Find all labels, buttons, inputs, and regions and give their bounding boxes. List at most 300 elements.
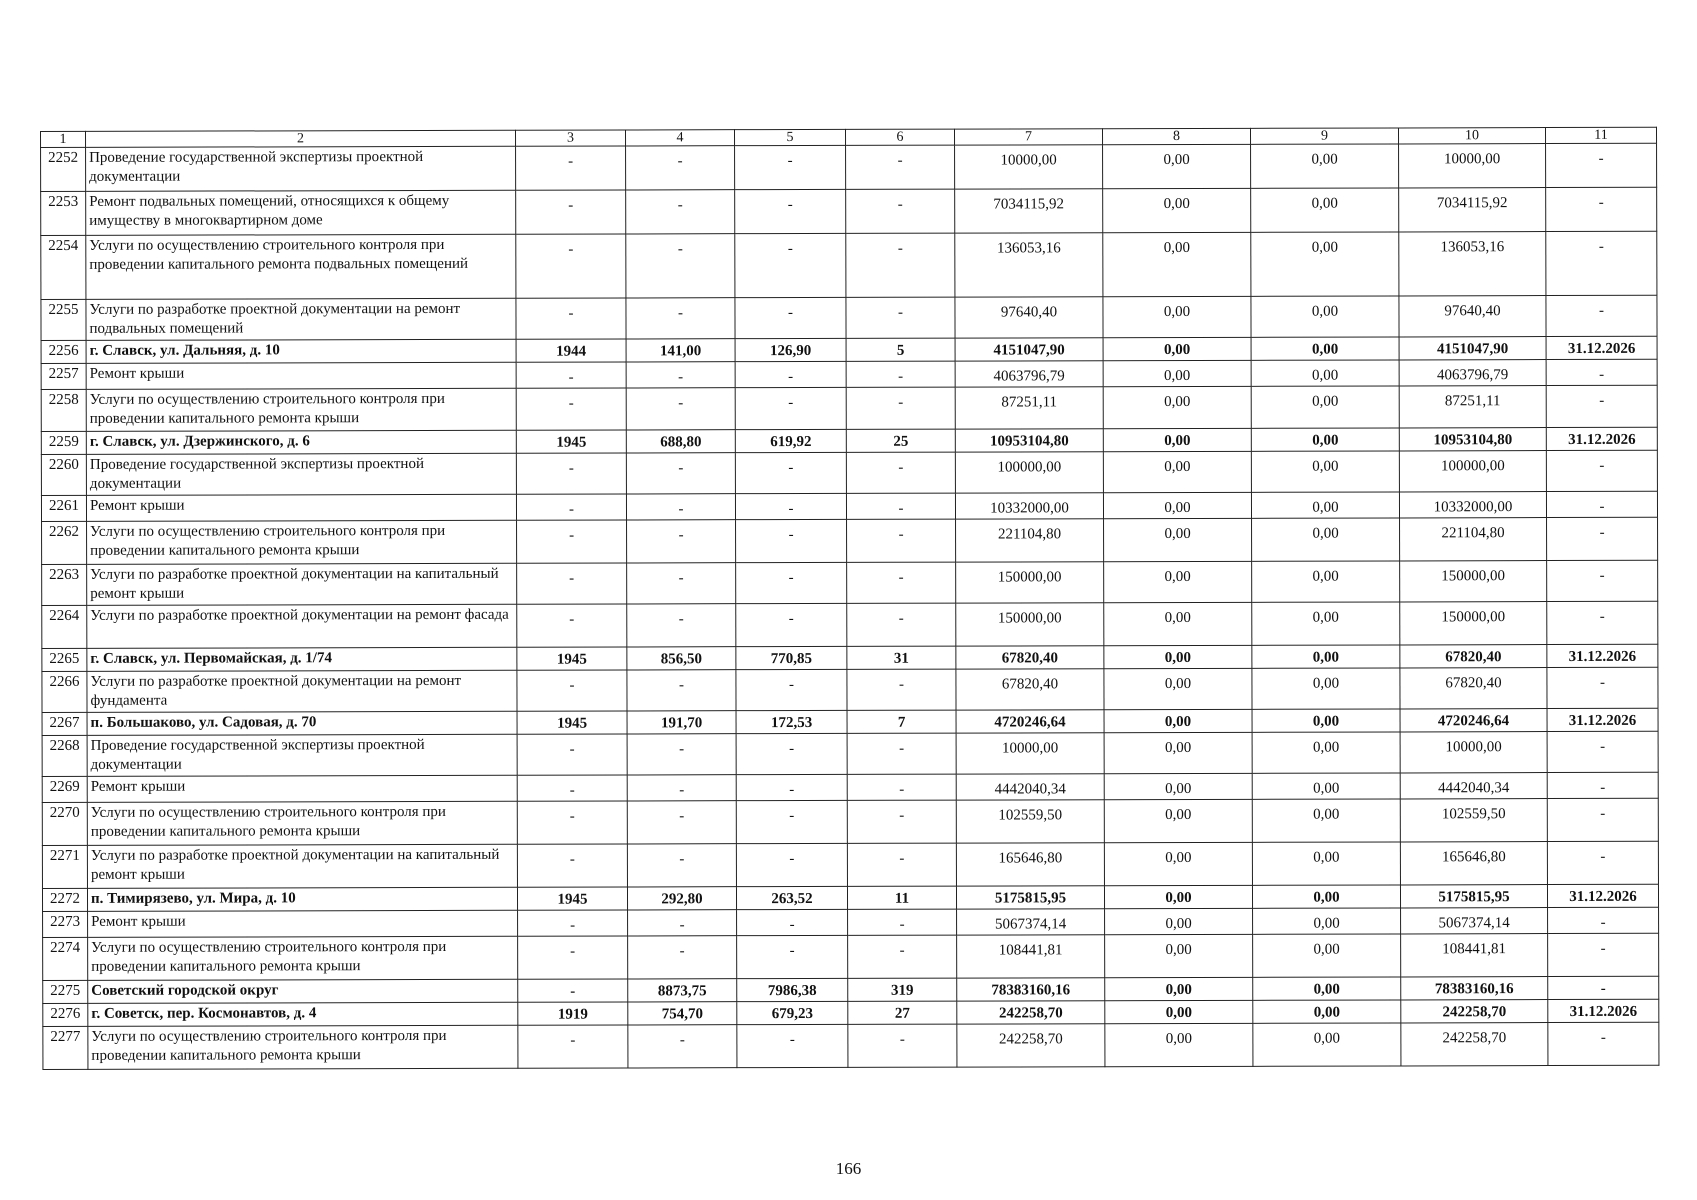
cost-col-9-cell: 0,00 xyxy=(1251,296,1399,337)
cost-col-9-cell: 0,00 xyxy=(1252,709,1400,732)
build-year-cell: - xyxy=(516,388,626,430)
residents-cell: 31 xyxy=(847,646,956,669)
row-number-cell: 2259 xyxy=(41,431,86,454)
residents-cell: - xyxy=(847,519,956,562)
residents-cell: - xyxy=(848,1024,957,1067)
total-cost-cell: 10000,00 xyxy=(955,145,1103,189)
completion-date-cell: - xyxy=(1546,385,1657,427)
total-area-cell: - xyxy=(627,801,736,844)
living-area-cell: 770,85 xyxy=(736,646,847,669)
row-number-cell: 2254 xyxy=(41,235,86,299)
row-number-cell: 2272 xyxy=(42,888,87,911)
living-area-cell: - xyxy=(736,669,847,710)
living-area-cell: - xyxy=(737,909,848,935)
description-cell: Услуги по разработке проектной документации на капитальный ремонт крыши xyxy=(87,844,517,888)
residents-cell: - xyxy=(846,387,955,429)
cost-col-10-cell: 150000,00 xyxy=(1400,602,1547,645)
cost-col-10-cell: 5175815,95 xyxy=(1400,885,1547,908)
completion-date-cell: 31.12.2026 xyxy=(1546,427,1657,450)
completion-date-cell: - xyxy=(1546,231,1657,295)
cost-col-9-cell: 0,00 xyxy=(1253,1023,1401,1066)
cost-col-8-cell: 0,00 xyxy=(1104,799,1252,842)
cost-col-8-cell: 0,00 xyxy=(1103,296,1251,337)
work-row xyxy=(41,143,1657,191)
description-cell: Услуги по осуществлению строительного контроля при проведении капитального ремонта крыши xyxy=(87,520,517,564)
completion-date-cell: - xyxy=(1546,491,1657,517)
completion-date-cell: - xyxy=(1548,907,1659,933)
cost-col-8-cell: 0,00 xyxy=(1104,645,1252,668)
cost-col-10-cell: 102559,50 xyxy=(1400,799,1547,842)
living-area-cell: - xyxy=(736,519,847,562)
total-cost-cell: 242258,70 xyxy=(957,1024,1105,1067)
cost-col-8-cell: 0,00 xyxy=(1105,934,1253,977)
build-year-cell: - xyxy=(517,844,627,887)
total-cost-cell: 165646,80 xyxy=(956,843,1104,886)
living-area-cell: 679,23 xyxy=(737,1001,848,1024)
build-year-cell: - xyxy=(517,520,627,563)
residents-cell: 5 xyxy=(846,338,955,361)
total-area-cell: 754,70 xyxy=(628,1002,737,1025)
column-number: 7 xyxy=(954,129,1102,145)
cost-col-10-cell: 10332000,00 xyxy=(1399,492,1546,518)
residents-cell: - xyxy=(847,774,956,800)
living-area-cell: - xyxy=(735,387,846,429)
living-area-cell: - xyxy=(736,733,847,774)
living-area-cell: 172,53 xyxy=(736,710,847,733)
total-area-cell: - xyxy=(626,494,735,520)
completion-date-cell: - xyxy=(1546,143,1657,187)
build-year-cell: - xyxy=(516,234,626,298)
total-area-cell: - xyxy=(626,190,735,234)
completion-date-cell: - xyxy=(1547,667,1658,708)
completion-date-cell: 31.12.2026 xyxy=(1547,708,1658,731)
description-cell: п. Большаково, ул. Садовая, д. 70 xyxy=(87,711,517,735)
total-cost-cell: 10332000,00 xyxy=(955,493,1103,519)
residents-cell: 11 xyxy=(847,886,956,909)
total-area-cell: - xyxy=(628,936,737,979)
living-area-cell: - xyxy=(735,493,846,519)
cost-col-8-cell: 0,00 xyxy=(1104,773,1252,799)
residents-cell: - xyxy=(846,493,955,519)
cost-col-8-cell: 0,00 xyxy=(1104,668,1252,709)
build-year-cell: - xyxy=(517,775,627,801)
total-area-cell: - xyxy=(628,1025,737,1068)
completion-date-cell: - xyxy=(1548,976,1659,999)
work-row xyxy=(42,798,1658,845)
residents-cell: - xyxy=(847,733,956,774)
living-area-cell: 126,90 xyxy=(735,338,846,361)
row-number-cell: 2260 xyxy=(41,454,86,495)
cost-col-9-cell: 0,00 xyxy=(1251,337,1399,360)
completion-date-cell: - xyxy=(1547,601,1658,644)
build-year-cell: 1944 xyxy=(516,339,626,362)
total-area-cell: - xyxy=(627,604,736,647)
total-cost-cell: 5067374,14 xyxy=(957,909,1105,935)
living-area-cell: - xyxy=(737,935,848,978)
description-cell: Ремонт крыши xyxy=(86,362,516,389)
build-year-cell: 1945 xyxy=(517,647,627,670)
completion-date-cell: - xyxy=(1548,1022,1659,1065)
completion-date-cell: 31.12.2026 xyxy=(1548,999,1659,1022)
description-cell: Проведение государственной экспертизы проектной документации xyxy=(86,453,516,495)
cost-col-9-cell: 0,00 xyxy=(1252,885,1400,908)
total-cost-cell: 10000,00 xyxy=(956,733,1104,774)
cost-col-8-cell: 0,00 xyxy=(1104,732,1252,773)
column-number: 10 xyxy=(1398,128,1545,144)
cost-col-10-cell: 7034115,92 xyxy=(1399,188,1546,232)
total-cost-cell: 100000,00 xyxy=(955,452,1103,493)
completion-date-cell: - xyxy=(1547,731,1658,772)
description-cell: г. Славск, ул. Первомайская, д. 1/74 xyxy=(87,647,517,671)
description-cell: Советский городской округ xyxy=(88,979,518,1003)
total-area-cell: - xyxy=(626,234,735,298)
build-year-cell: - xyxy=(517,563,627,604)
description-cell: Услуги по разработке проектной документации на ремонт фундамента xyxy=(87,670,517,712)
completion-date-cell: - xyxy=(1546,359,1657,385)
column-number: 8 xyxy=(1102,128,1250,144)
row-number-cell: 2273 xyxy=(43,911,88,937)
row-number-cell: 2265 xyxy=(42,648,87,671)
living-area-cell: - xyxy=(736,774,847,800)
description-cell: Ремонт крыши xyxy=(86,494,516,521)
living-area-cell: 619,92 xyxy=(735,429,846,452)
total-area-cell: - xyxy=(627,563,736,604)
row-number-cell: 2264 xyxy=(42,605,87,648)
cost-col-9-cell: 0,00 xyxy=(1253,977,1401,1000)
total-cost-cell: 7034115,92 xyxy=(955,189,1103,233)
total-cost-cell: 10953104,80 xyxy=(955,429,1103,452)
description-cell: г. Славск, ул. Дзержинского, д. 6 xyxy=(86,430,516,454)
total-cost-cell: 97640,40 xyxy=(955,297,1103,338)
row-number-cell: 2262 xyxy=(42,521,87,564)
description-cell: Проведение государственной экспертизы проектной документации xyxy=(86,146,516,191)
cost-col-8-cell: 0,00 xyxy=(1103,492,1251,518)
total-area-cell: - xyxy=(628,910,737,936)
page-number: 166 xyxy=(835,1159,862,1178)
description-cell: Ремонт подвальных помещений, относящихся к общему имуществу в многоквартирном доме xyxy=(86,190,516,235)
cost-col-9-cell: 0,00 xyxy=(1251,232,1399,296)
cost-col-8-cell: 0,00 xyxy=(1103,451,1251,492)
cost-col-10-cell: 67820,40 xyxy=(1400,645,1547,668)
row-number-cell: 2255 xyxy=(41,299,86,340)
cost-col-10-cell: 165646,80 xyxy=(1400,842,1547,885)
residents-cell: - xyxy=(848,935,957,978)
completion-date-cell: - xyxy=(1547,772,1658,798)
total-cost-cell: 221104,80 xyxy=(956,519,1104,562)
work-row xyxy=(41,450,1657,495)
total-area-cell: - xyxy=(627,734,736,775)
cost-col-9-cell: 0,00 xyxy=(1251,386,1399,428)
total-cost-cell: 4442040,34 xyxy=(956,774,1104,800)
column-number: 6 xyxy=(845,129,954,145)
total-cost-cell: 102559,50 xyxy=(956,800,1104,843)
cost-col-8-cell: 0,00 xyxy=(1103,188,1251,232)
work-row xyxy=(42,517,1658,564)
completion-date-cell: 31.12.2026 xyxy=(1546,336,1657,359)
column-number: 4 xyxy=(625,130,734,146)
work-row xyxy=(41,231,1657,299)
total-area-cell: 688,80 xyxy=(626,430,735,453)
works-table xyxy=(40,127,1659,1070)
total-area-cell: 8873,75 xyxy=(628,979,737,1002)
residents-cell: - xyxy=(848,909,957,935)
build-year-cell: - xyxy=(517,801,627,844)
cost-col-9-cell: 0,00 xyxy=(1252,645,1400,668)
cost-col-9-cell: 0,00 xyxy=(1251,360,1399,386)
cost-col-8-cell: 0,00 xyxy=(1104,885,1252,908)
cost-col-8-cell: 0,00 xyxy=(1104,602,1252,645)
description-cell: Услуги по осуществлению строительного контроля при проведении капитального ремонта крыши xyxy=(88,1025,518,1069)
cost-col-8-cell: 0,00 xyxy=(1103,428,1251,451)
cost-col-8-cell: 0,00 xyxy=(1104,709,1252,732)
living-area-cell: - xyxy=(735,189,846,233)
living-area-cell: - xyxy=(735,452,846,493)
work-row xyxy=(43,1022,1659,1069)
total-area-cell: - xyxy=(626,146,735,190)
total-cost-cell: 4151047,90 xyxy=(955,338,1103,361)
row-number-cell: 2271 xyxy=(42,845,87,888)
table-body xyxy=(41,127,1659,1069)
row-number-cell: 2269 xyxy=(42,776,87,802)
total-cost-cell: 150000,00 xyxy=(956,562,1104,603)
build-year-cell: - xyxy=(517,604,627,647)
completion-date-cell: - xyxy=(1546,187,1657,231)
cost-col-10-cell: 4151047,90 xyxy=(1399,337,1546,360)
cost-col-8-cell: 0,00 xyxy=(1105,1000,1253,1023)
cost-col-8-cell: 0,00 xyxy=(1103,386,1251,428)
living-area-cell: 7986,38 xyxy=(737,978,848,1001)
description-cell: Услуги по осуществлению строительного контроля при проведении капитального ремонта крыши xyxy=(86,388,516,431)
living-area-cell: - xyxy=(735,145,846,189)
row-number-cell: 2270 xyxy=(42,802,87,845)
row-number-cell: 2276 xyxy=(43,1003,88,1026)
total-area-cell: - xyxy=(626,453,735,494)
build-year-cell: - xyxy=(516,453,626,494)
residents-cell: 319 xyxy=(848,978,957,1001)
cost-col-10-cell: 67820,40 xyxy=(1400,668,1547,709)
cost-col-10-cell: 10000,00 xyxy=(1399,144,1546,188)
description-cell: Ремонт крыши xyxy=(88,910,518,937)
cost-col-10-cell: 4720246,64 xyxy=(1400,709,1547,732)
cost-col-9-cell: 0,00 xyxy=(1252,602,1400,645)
total-area-cell: - xyxy=(626,388,735,430)
cost-col-10-cell: 136053,16 xyxy=(1399,232,1546,296)
residents-cell: - xyxy=(846,361,955,387)
work-row xyxy=(42,560,1658,605)
cost-col-9-cell: 0,00 xyxy=(1252,842,1400,885)
cost-col-9-cell: 0,00 xyxy=(1251,428,1399,451)
column-number: 3 xyxy=(515,130,625,146)
residents-cell: - xyxy=(847,800,956,843)
cost-col-9-cell: 0,00 xyxy=(1251,451,1399,492)
cost-col-10-cell: 242258,70 xyxy=(1401,1000,1548,1023)
living-area-cell: - xyxy=(736,800,847,843)
total-cost-cell: 67820,40 xyxy=(956,669,1104,710)
cost-col-8-cell: 0,00 xyxy=(1103,360,1251,386)
build-year-cell: - xyxy=(517,734,627,775)
completion-date-cell: 31.12.2026 xyxy=(1547,884,1658,907)
row-number-cell: 2261 xyxy=(41,495,86,521)
cost-col-8-cell: 0,00 xyxy=(1103,144,1251,188)
cost-col-10-cell: 97640,40 xyxy=(1399,296,1546,337)
completion-date-cell: - xyxy=(1547,560,1658,601)
living-area-cell: 263,52 xyxy=(736,886,847,909)
total-cost-cell: 108441,81 xyxy=(957,935,1105,978)
description-cell: г. Советск, пер. Космонавтов, д. 4 xyxy=(88,1002,518,1026)
build-year-cell: 1919 xyxy=(518,1002,628,1025)
total-area-cell: - xyxy=(627,520,736,563)
build-year-cell: - xyxy=(518,910,628,936)
cost-col-10-cell: 10953104,80 xyxy=(1399,428,1546,451)
cost-col-8-cell: 0,00 xyxy=(1104,561,1252,602)
cost-col-9-cell: 0,00 xyxy=(1252,799,1400,842)
cost-col-9-cell: 0,00 xyxy=(1252,732,1400,773)
row-number-cell: 2277 xyxy=(43,1026,88,1069)
build-year-cell: 1945 xyxy=(516,430,626,453)
total-area-cell: 141,00 xyxy=(626,339,735,362)
description-cell: г. Славск, ул. Дальняя, д. 10 xyxy=(86,339,516,363)
residents-cell: - xyxy=(847,603,956,646)
cost-col-9-cell: 0,00 xyxy=(1253,908,1401,934)
cost-col-8-cell: 0,00 xyxy=(1105,908,1253,934)
total-area-cell: 856,50 xyxy=(627,647,736,670)
cost-col-8-cell: 0,00 xyxy=(1104,842,1252,885)
column-number: 9 xyxy=(1250,128,1398,144)
description-cell: Проведение государственной экспертизы проектной документации xyxy=(87,734,517,776)
row-number-cell: 2268 xyxy=(42,735,87,776)
completion-date-cell: - xyxy=(1546,450,1657,491)
work-row xyxy=(41,385,1657,431)
residents-cell: - xyxy=(846,233,955,297)
description-cell: Услуги по разработке проектной документации на капитальный ремонт крыши xyxy=(87,563,517,605)
cost-col-8-cell: 0,00 xyxy=(1103,232,1251,296)
cost-col-8-cell: 0,00 xyxy=(1104,518,1252,561)
living-area-cell: - xyxy=(736,603,847,646)
total-cost-cell: 242258,70 xyxy=(957,1001,1105,1024)
living-area-cell: - xyxy=(736,843,847,886)
build-year-cell: - xyxy=(517,670,627,711)
living-area-cell: - xyxy=(735,361,846,387)
row-number-cell: 2263 xyxy=(42,564,87,605)
work-row xyxy=(42,841,1658,888)
row-number-cell: 2253 xyxy=(41,191,86,235)
total-cost-cell: 78383160,16 xyxy=(957,978,1105,1001)
total-area-cell: 292,80 xyxy=(627,887,736,910)
total-area-cell: - xyxy=(627,775,736,801)
cost-col-10-cell: 10000,00 xyxy=(1400,732,1547,773)
build-year-cell: 1945 xyxy=(517,711,627,734)
total-cost-cell: 4720246,64 xyxy=(956,710,1104,733)
cost-col-10-cell: 4442040,34 xyxy=(1400,773,1547,799)
residents-cell: - xyxy=(847,843,956,886)
description-cell: Услуги по разработке проектной документации на ремонт фасада xyxy=(87,604,517,648)
row-number-cell: 2258 xyxy=(41,389,86,431)
column-number: 1 xyxy=(41,131,86,147)
cost-col-9-cell: 0,00 xyxy=(1252,773,1400,799)
description-cell: Услуги по разработке проектной документации на ремонт подвальных помещений xyxy=(86,298,516,340)
column-number: 5 xyxy=(734,129,845,145)
cost-col-10-cell: 5067374,14 xyxy=(1401,908,1548,934)
row-number-cell: 2257 xyxy=(41,363,86,389)
cost-col-9-cell: 0,00 xyxy=(1252,561,1400,602)
completion-date-cell: - xyxy=(1547,841,1658,884)
cost-col-9-cell: 0,00 xyxy=(1253,934,1401,977)
total-area-cell: 191,70 xyxy=(627,711,736,734)
cost-col-10-cell: 4063796,79 xyxy=(1399,360,1546,386)
living-area-cell: - xyxy=(735,233,846,297)
total-cost-cell: 87251,11 xyxy=(955,387,1103,429)
build-year-cell: - xyxy=(516,494,626,520)
row-number-cell: 2275 xyxy=(43,980,88,1003)
residents-cell: - xyxy=(846,145,955,189)
total-cost-cell: 150000,00 xyxy=(956,603,1104,646)
build-year-cell: - xyxy=(516,298,626,339)
cost-col-8-cell: 0,00 xyxy=(1103,337,1251,360)
work-row xyxy=(42,667,1658,712)
cost-col-9-cell: 0,00 xyxy=(1251,144,1399,188)
cost-col-9-cell: 0,00 xyxy=(1253,1000,1401,1023)
cost-col-10-cell: 150000,00 xyxy=(1400,561,1547,602)
living-area-cell: - xyxy=(737,1024,848,1067)
total-cost-cell: 67820,40 xyxy=(956,646,1104,669)
description-cell: Услуги по осуществлению строительного контроля при проведении капитального ремонта подвальных помещений xyxy=(86,234,516,299)
cost-col-9-cell: 0,00 xyxy=(1251,492,1399,518)
total-area-cell: - xyxy=(626,298,735,339)
total-area-cell: - xyxy=(626,362,735,388)
completion-date-cell: 31.12.2026 xyxy=(1547,644,1658,667)
residents-cell: - xyxy=(847,669,956,710)
residents-cell: - xyxy=(847,562,956,603)
work-row xyxy=(43,933,1659,980)
build-year-cell: - xyxy=(518,1025,628,1068)
row-number-cell: 2274 xyxy=(43,937,88,980)
total-area-cell: - xyxy=(627,670,736,711)
cost-col-9-cell: 0,00 xyxy=(1252,518,1400,561)
description-cell: п. Тимирязево, ул. Мира, д. 10 xyxy=(87,887,517,911)
completion-date-cell: - xyxy=(1547,798,1658,841)
work-row xyxy=(42,731,1658,776)
cost-col-8-cell: 0,00 xyxy=(1105,1023,1253,1066)
completion-date-cell: - xyxy=(1546,295,1657,336)
cost-col-9-cell: 0,00 xyxy=(1252,668,1400,709)
residents-cell: - xyxy=(846,189,955,233)
row-number-cell: 2256 xyxy=(41,340,86,363)
total-cost-cell: 4063796,79 xyxy=(955,361,1103,387)
residents-cell: 27 xyxy=(848,1001,957,1024)
total-cost-cell: 136053,16 xyxy=(955,233,1103,297)
work-row xyxy=(41,295,1657,340)
completion-date-cell: - xyxy=(1548,933,1659,976)
build-year-cell: - xyxy=(516,190,626,234)
description-cell: Ремонт крыши xyxy=(87,775,517,802)
residents-cell: - xyxy=(846,297,955,338)
work-row xyxy=(42,601,1658,648)
row-number-cell: 2252 xyxy=(41,147,86,191)
living-area-cell: - xyxy=(735,297,846,338)
completion-date-cell: - xyxy=(1547,517,1658,560)
build-year-cell: - xyxy=(516,362,626,388)
total-cost-cell: 5175815,95 xyxy=(956,886,1104,909)
build-year-cell: 1945 xyxy=(517,887,627,910)
cost-col-10-cell: 100000,00 xyxy=(1399,451,1546,492)
row-number-cell: 2267 xyxy=(42,712,87,735)
residents-cell: 25 xyxy=(846,429,955,452)
work-row xyxy=(41,187,1657,235)
row-number-cell: 2266 xyxy=(42,671,87,712)
cost-col-9-cell: 0,00 xyxy=(1251,188,1399,232)
description-cell: Услуги по осуществлению строительного контроля при проведении капитального ремонта крыши xyxy=(87,801,517,845)
cost-col-10-cell: 87251,11 xyxy=(1399,386,1546,428)
